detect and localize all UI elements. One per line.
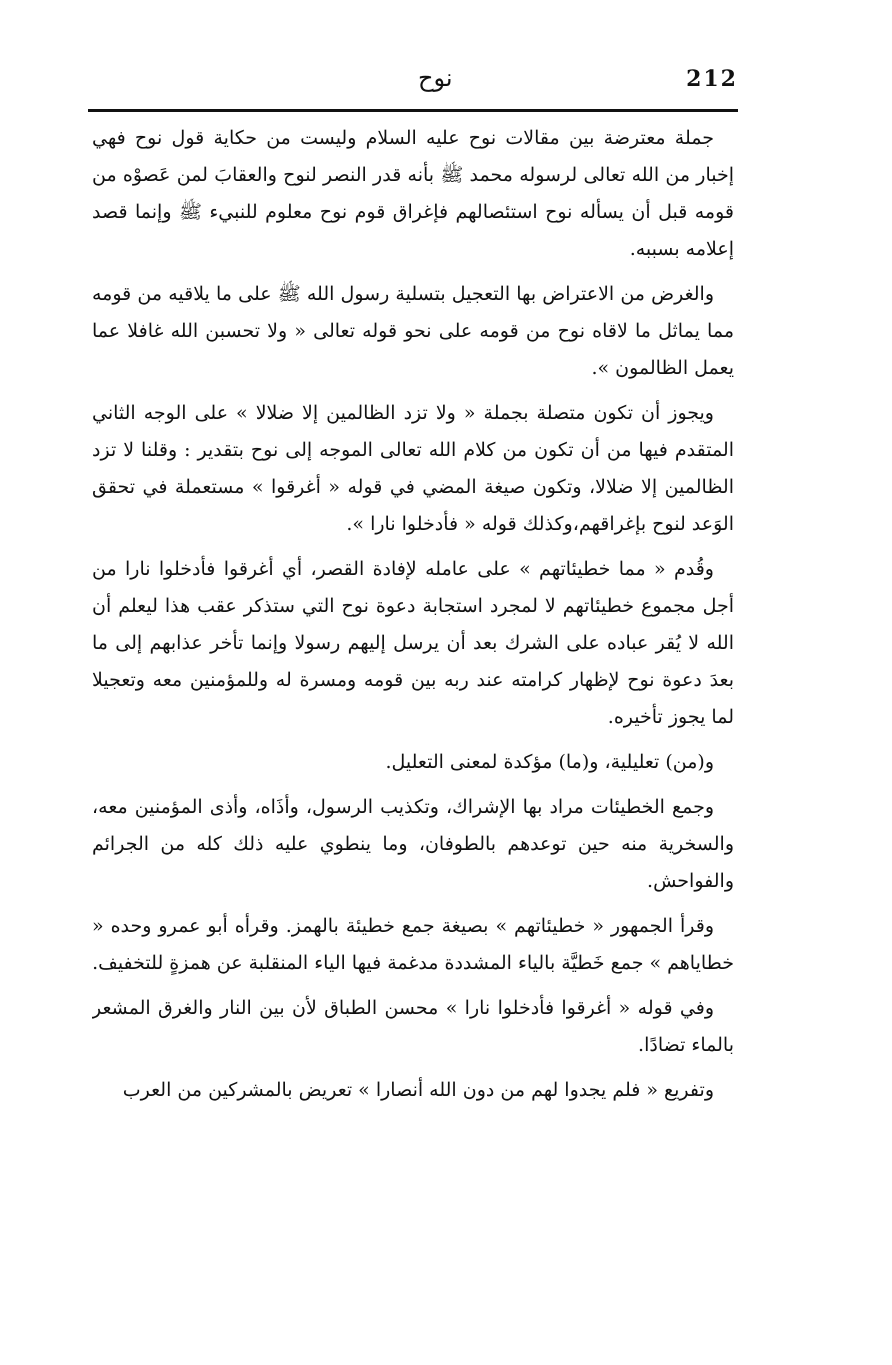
paragraph: وقرأ الجمهور « خطيئاتهم » بصيغة جمع خطيئة بالهمز. وقرأه أبو عمرو وحده « خطاياهم » جمع خَطيَّة بالياء المشددة مدغمة فيها الياء المنقلبة عن همزةٍ للتخفيف. [92, 915, 734, 974]
running-title: نوح [418, 64, 453, 92]
paragraph: وفي قوله « أغرقوا فأدخلوا نارا » محسن الطباق لأن بين النار والغرق المشعر بالماء تضادًا. [92, 997, 734, 1056]
page-number: 212 [686, 66, 738, 92]
page-header [88, 58, 738, 106]
paragraph: وقُدم « مما خطيئاتهم » على عامله لإفادة القصر، أي أغرقوا فأدخلوا نارا من أجل مجموع خطيئاتهم لا لمجرد استجابة دعوة نوح التي ستذكر عقب هذا ليعلم أن الله لا يُقر عباده على الشرك بعد أن يرسل إليهم رسولا وإنما تأخر عذابهم إلى ما بعدَ دعوة نوح لإظهار كرامته عند ربه بين قومه ومسرة له وللمؤمنين معه وتعجيلا لما يجوز تأخيره. [92, 558, 734, 728]
paragraph: وجمع الخطيئات مراد بها الإشراك، وتكذيب الرسول، وأذَاه، وأذى المؤمنين معه، والسخرية منه حين توعدهم بالطوفان، وما ينطوي عليه ذلك كله من الجرائم والفواحش. [92, 796, 734, 892]
paragraph: و(من) تعليلية، و(ما) مؤكدة لمعنى التعليل. [385, 751, 714, 773]
paragraph: جملة معترضة بين مقالات نوح عليه السلام وليست من حكاية قول نوح فهي إخبار من الله تعالى لرسوله محمد ﷺ بأنه قدر النصر لنوح والعقابَ لمن عَصوْه من قومه قبل أن يسأله نوح استئصالهم فإغراق قوم نوح معلوم للنبيء ﷺ وإنما قصد إعلامه بسببه. [92, 127, 734, 260]
paragraph: والغرض من الاعتراض بها التعجيل بتسلية رسول الله ﷺ على ما يلاقيه من قومه مما يماثل ما لاقاه نوح من قومه على نحو قوله تعالى « ولا تحسبن الله غافلا عما يعمل الظالمون ». [92, 283, 734, 379]
body-text [92, 120, 734, 1335]
paragraph: وتفريع « فلم يجدوا لهم من دون الله أنصارا » تعريض بالمشركين من العرب [122, 1079, 714, 1101]
paragraph: ويجوز أن تكون متصلة بجملة « ولا تزد الظالمين إلا ضلالا » على الوجه الثاني المتقدم فيها من أن تكون من كلام الله تعالى الموجه إلى نوح بتقدير : وقلنا لا تزد الظالمين إلا ضلالا، وتكون صيغة المضي في قوله « أغرقوا » مستعملة في تحقق الوَعد لنوح بإغراقهم،وكذلك قوله « فأدخلوا نارا ». [92, 402, 734, 535]
header-divider [88, 109, 738, 112]
